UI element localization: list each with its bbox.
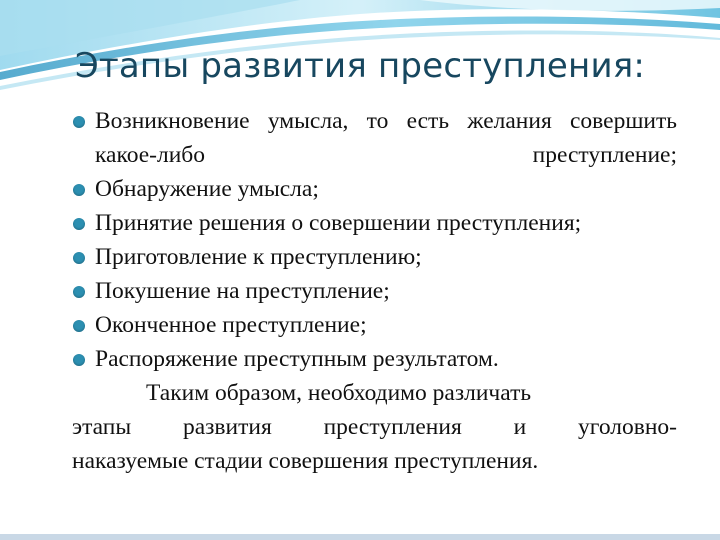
list-item bbox=[72, 274, 677, 308]
conclusion-line: наказуемые стадии совершения преступления. bbox=[72, 448, 539, 474]
bullet-list bbox=[72, 104, 677, 478]
bullet-icon bbox=[73, 320, 85, 332]
conclusion-line: этапы развития преступления и уголовно- bbox=[72, 414, 677, 440]
list-item bbox=[72, 240, 677, 274]
list-item bbox=[72, 308, 677, 342]
list-item-text: Принятие решения о совершении преступления; bbox=[95, 210, 582, 236]
conclusion-paragraph bbox=[72, 376, 677, 478]
list-item bbox=[72, 206, 677, 240]
list-item-text: Обнаружение умысла; bbox=[95, 176, 319, 202]
bullet-icon bbox=[73, 286, 85, 298]
bottom-border bbox=[0, 534, 720, 540]
slide-title: Этапы развития преступления: bbox=[74, 46, 646, 86]
list-item-text: Приготовление к преступлению; bbox=[95, 244, 422, 270]
list-item bbox=[72, 104, 677, 172]
conclusion-line: Таким образом, необходимо различать bbox=[146, 380, 532, 406]
bullet-icon bbox=[73, 184, 85, 196]
list-item bbox=[72, 172, 677, 206]
bullet-icon bbox=[73, 218, 85, 230]
bullet-icon bbox=[73, 354, 85, 366]
list-item-text: Возникновение умысла, то есть желания совершить какое-либо преступление; bbox=[95, 108, 677, 168]
list-item-text: Оконченное преступление; bbox=[95, 312, 367, 338]
list-item bbox=[72, 342, 677, 376]
list-item-text: Покушение на преступление; bbox=[95, 278, 390, 304]
bullet-icon bbox=[73, 116, 85, 128]
bullet-icon bbox=[73, 252, 85, 264]
list-item-text: Распоряжение преступным результатом. bbox=[95, 346, 499, 372]
